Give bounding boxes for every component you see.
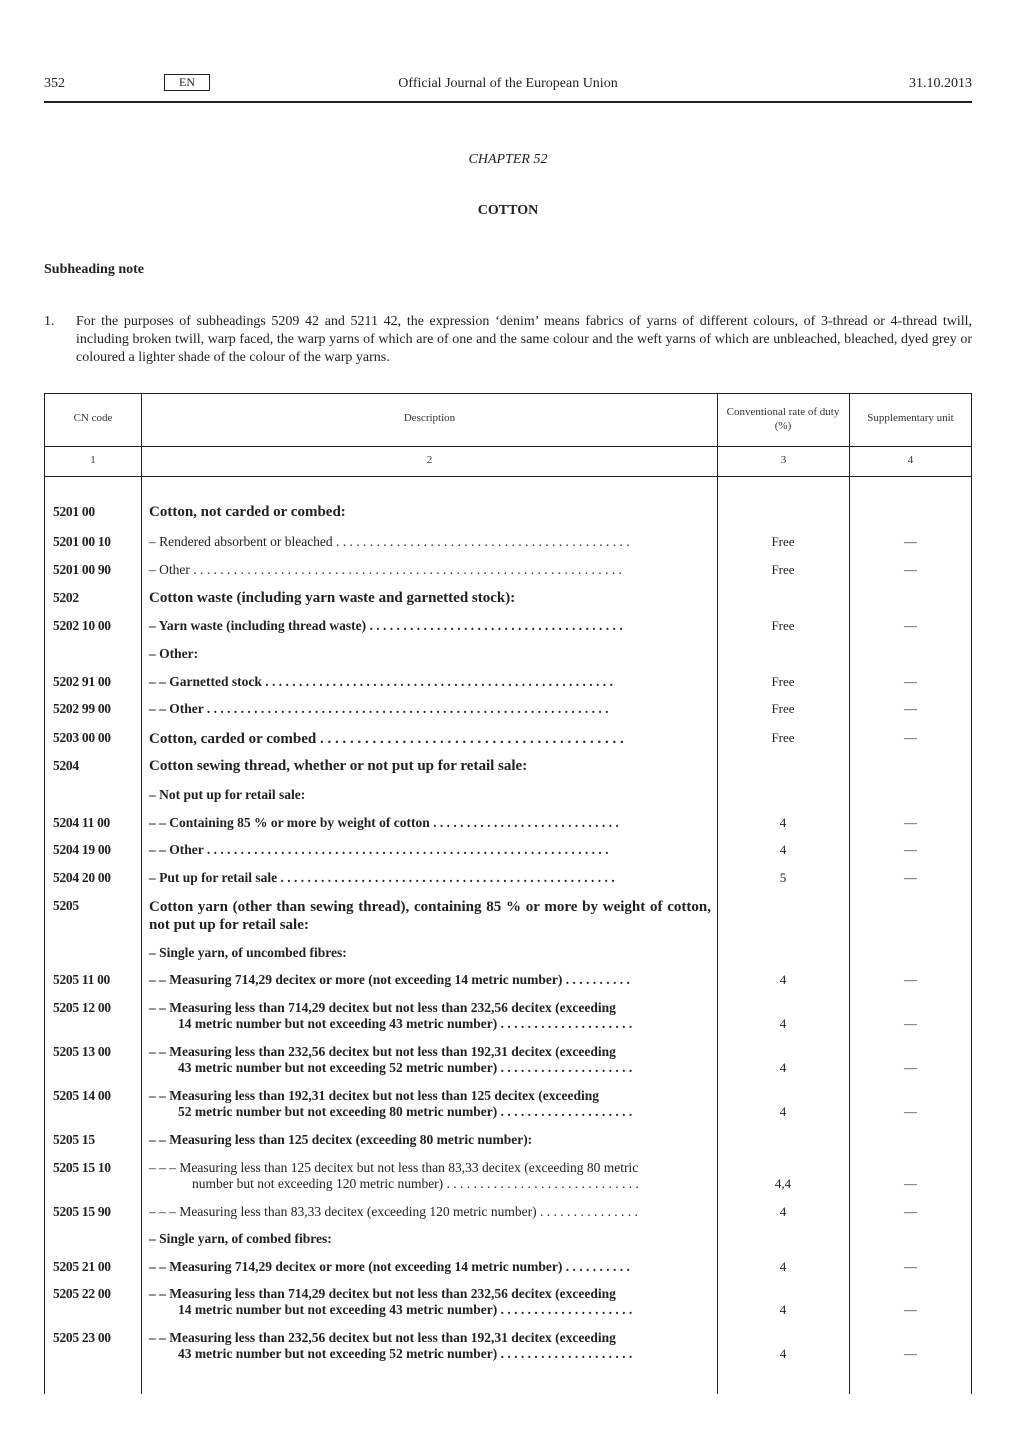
duty-rate: 4 [779,842,787,857]
supplementary-unit: — [904,870,917,885]
cn-code: 5205 21 00 [53,1259,111,1274]
duty-rate: 4 [779,815,787,830]
cn-code: 5205 23 00 [53,1330,111,1345]
header-divider [45,446,971,447]
chapter-label: CHAPTER 52 [468,152,548,167]
duty-rate: 4,4 [774,1176,792,1191]
description [149,1044,711,1076]
cn-code: 5205 [53,898,79,913]
description [149,1000,711,1032]
description [149,1330,711,1362]
description-line: – – Garnetted stock . . . . . . . . . . . . . . . . . . . . . . . . . . . . . . . . . . . . . . . . . . . . . . . . . . . . [149,674,613,689]
duty-rate: 4 [779,1104,787,1119]
cn-code: 5202 99 00 [53,701,111,716]
supplementary-unit: — [904,1346,917,1361]
supplementary-unit: — [904,842,917,857]
header-description: Description [403,412,456,424]
description [149,758,711,775]
duty-rate: Free [771,562,795,577]
column-divider [141,394,142,1394]
description [149,815,711,831]
cn-code: 5203 00 00 [53,730,111,745]
description-continuation: 43 metric number but not exceeding 52 metric number) . . . . . . . . . . . . . . . . . . . . [178,1060,633,1075]
description [149,504,711,521]
duty-rate: 5 [779,870,787,885]
cn-code: 5205 14 00 [53,1088,111,1103]
supplementary-unit: — [904,618,917,633]
cn-code: 5205 12 00 [53,1000,111,1015]
description-line: – – Measuring less than 192,31 decitex but not less than 125 decitex (exceeding [149,1088,599,1103]
cn-code: 5204 20 00 [53,870,111,885]
description [149,898,711,934]
header-rate: Conventional rate of duty (%) [726,406,840,432]
description [149,1231,711,1247]
duty-rate: Free [771,674,795,689]
description-line: – – Measuring less than 714,29 decitex but not less than 232,56 decitex (exceeding [149,1286,616,1301]
description-line: – – Other . . . . . . . . . . . . . . . . . . . . . . . . . . . . . . . . . . . . . . . . . . . . . . . . . . . . . . . . . . . . [149,842,609,857]
cn-code: 5205 13 00 [53,1044,111,1059]
description-line: – Single yarn, of combed fibres: [149,1231,332,1246]
description [149,590,711,607]
description [149,618,711,634]
col-number: 3 [780,454,787,466]
header-rule [44,101,972,103]
description-line: – – Measuring less than 232,56 decitex but not less than 192,31 decitex (exceeding [149,1330,616,1345]
duty-rate: Free [771,618,795,633]
supplementary-unit: — [904,1104,917,1119]
description [149,972,711,988]
description-continuation: 14 metric number but not exceeding 43 metric number) . . . . . . . . . . . . . . . . . . . . [178,1016,633,1031]
description-line: Cotton waste (including yarn waste and garnetted stock): [149,590,516,606]
supplementary-unit: — [904,1060,917,1075]
duty-rate: 4 [779,1060,787,1075]
description-line: – Single yarn, of uncombed fibres: [149,945,347,960]
description [149,842,711,858]
description [149,534,711,550]
description [149,562,711,578]
description-continuation: number but not exceeding 120 metric number) . . . . . . . . . . . . . . . . . . . . . . . . . . . . . [192,1176,639,1191]
description-line: – – – Measuring less than 83,33 decitex (exceeding 120 metric number) . . . . . . . . . . . . . . . [149,1204,638,1219]
supplementary-unit: — [904,1016,917,1031]
supplementary-unit: — [904,562,917,577]
description [149,674,711,690]
description-line: – Not put up for retail sale: [149,787,306,802]
description-line: – – Measuring less than 714,29 decitex but not less than 232,56 decitex (exceeding [149,1000,616,1015]
description [149,1160,711,1192]
cn-code: 5205 11 00 [53,972,111,987]
description [149,787,711,803]
duty-rate: Free [771,701,795,716]
description [149,1204,711,1220]
description-line: – – Other . . . . . . . . . . . . . . . . . . . . . . . . . . . . . . . . . . . . . . . . . . . . . . . . . . . . . . . . . . . . [149,701,609,716]
description [149,1286,711,1318]
cn-code: 5205 15 [53,1132,95,1147]
description [149,701,711,717]
chapter-title: COTTON [477,203,539,218]
supplementary-unit: — [904,1176,917,1191]
description [149,730,711,748]
supplementary-unit: — [904,972,917,987]
description-line: Cotton, not carded or combed: [149,504,346,520]
page-number: 352 [44,76,65,91]
description-line: – – – Measuring less than 125 decitex but not less than 83,33 decitex (exceeding 80 metric [149,1160,639,1175]
note-text: For the purposes of subheadings 5209 42 and 5211 42, the expression ‘denim’ means fabrics of yarns of different colours, of 3-thread or 4-thread twill, including broken twill, warp faced, the warp yarns of which are of one and the same colour and the weft yarns of which are unbleached, bleached, dyed grey or coloured a lighter shade of the colour of the warp yarns. [76,314,972,365]
supplementary-unit: — [904,1259,917,1274]
header-supplementary-unit: Supplementary unit [867,412,954,424]
cn-code: 5201 00 10 [53,534,111,549]
cn-code: 5202 [53,590,79,605]
description [149,1259,711,1275]
cn-code: 5204 19 00 [53,842,111,857]
cn-code: 5205 15 90 [53,1204,111,1219]
description-line: Cotton yarn (other than sewing thread), containing 85 % or more by weight of cotton, not put up for retail sale: [149,899,711,933]
description-line: – Other . . . . . . . . . . . . . . . . . . . . . . . . . . . . . . . . . . . . . . . . . . . . . . . . . . . . . . . . . . . . . . . . [149,562,622,577]
duty-rate: 4 [779,1302,787,1317]
header-divider [45,476,971,477]
col-number: 2 [426,454,433,466]
cn-code: 5204 [53,758,79,773]
subheading-note [44,313,972,367]
journal-title: Official Journal of the European Union [398,76,618,91]
duty-rate: 4 [779,1346,787,1361]
cn-code: 5205 22 00 [53,1286,111,1301]
description-line: – – Measuring less than 125 decitex (exceeding 80 metric number): [149,1132,533,1147]
cn-code: 5201 00 [53,504,95,519]
description-line: Cotton sewing thread, whether or not put up for retail sale: [149,758,528,774]
supplementary-unit: — [904,730,917,745]
supplementary-unit: — [904,674,917,689]
supplementary-unit: — [904,701,917,716]
description-continuation: 14 metric number but not exceeding 43 metric number) . . . . . . . . . . . . . . . . . . . . [178,1302,633,1317]
cn-code: 5202 10 00 [53,618,111,633]
subheading-note-heading: Subheading note [44,262,144,277]
description-line: – – Measuring 714,29 decitex or more (not exceeding 14 metric number) . . . . . . . . . . [149,1259,630,1274]
col-number: 4 [907,454,914,466]
supplementary-unit: — [904,1204,917,1219]
description-line: – Put up for retail sale . . . . . . . . . . . . . . . . . . . . . . . . . . . . . . . . . . . . . . . . . . . . . . . . . . [149,870,615,885]
publication-date: 31.10.2013 [909,76,972,91]
description [149,646,711,662]
duty-rate: 4 [779,1259,787,1274]
description-continuation: 52 metric number but not exceeding 80 metric number) . . . . . . . . . . . . . . . . . . . . [178,1104,633,1119]
description-line: – Other: [149,646,199,661]
cn-code: 5204 11 00 [53,815,111,830]
description-line: – – Containing 85 % or more by weight of cotton . . . . . . . . . . . . . . . . . . . . . . . . . . . . [149,815,619,830]
description [149,870,711,886]
supplementary-unit: — [904,1302,917,1317]
description-line: – Rendered absorbent or bleached . . . . . . . . . . . . . . . . . . . . . . . . . . . . . . . . . . . . . . . . . . . . [149,534,630,549]
duty-rate: Free [771,730,795,745]
header-cn-code: CN code [73,412,113,424]
description [149,1132,711,1148]
duty-rate: 4 [779,1016,787,1031]
cn-code: 5205 15 10 [53,1160,111,1175]
note-number: 1. [44,314,55,329]
description-line: – – Measuring less than 232,56 decitex but not less than 192,31 decitex (exceeding [149,1044,616,1059]
duty-rate: Free [771,534,795,549]
col-number: 1 [90,454,96,466]
cn-code: 5201 00 90 [53,562,111,577]
description-line: – – Measuring 714,29 decitex or more (not exceeding 14 metric number) . . . . . . . . . . [149,972,630,987]
cn-code: 5202 91 00 [53,674,111,689]
supplementary-unit: — [904,534,917,549]
description-continuation: 43 metric number but not exceeding 52 metric number) . . . . . . . . . . . . . . . . . . . . [178,1346,633,1361]
description-line: – Yarn waste (including thread waste) . . . . . . . . . . . . . . . . . . . . . . . . . . . . . . . . . . . . . . [149,618,623,633]
description-line: Cotton, carded or combed . . . . . . . . . . . . . . . . . . . . . . . . . . . . . . . . . . . . . . . . . [149,731,624,747]
duty-rate: 4 [779,972,787,987]
description [149,1088,711,1120]
language-badge: EN [164,74,210,91]
tariff-table [44,393,972,1394]
supplementary-unit: — [904,815,917,830]
page-header [44,74,972,96]
description [149,945,711,961]
duty-rate: 4 [779,1204,787,1219]
